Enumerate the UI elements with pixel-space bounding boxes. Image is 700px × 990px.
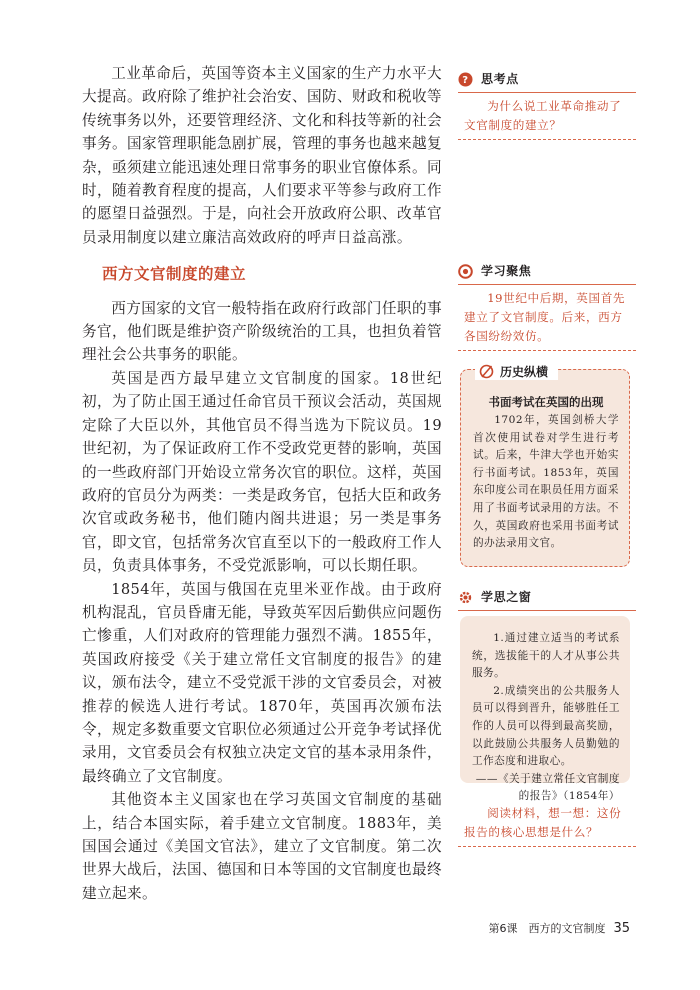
history-panorama-title: 书面考试在英国的出现: [488, 395, 604, 409]
thinking-window-header-wrap: [458, 588, 636, 611]
thinking-window-material: [460, 616, 630, 803]
think-point-question: 为什么说工业革命推动了文官制度的建立？: [458, 93, 636, 140]
learning-focus-text: 19世纪中后期，英国首先建立了文官制度。后来，西方各国纷纷效仿。: [458, 285, 636, 351]
section-title: 西方文官制度的建立: [102, 265, 247, 284]
history-panorama-box: [460, 364, 630, 567]
paragraph-industrial-revolution: 工业革命后，英国等资本主义国家的生产力水平大大提高。政府除了维护社会治安、国防、财政和税收等传统事务以外，还要管理经济、文化和科技等新的社会事务。国家管理职能急剧扩展，管理的事务也越来越复杂，亟须建立能迅速处理日常事务的职业官僚体系。同时，随着教育程度的提高，人们要求平等参与政府工作的愿望日益强烈。于是，向社会开放政府公职、改革官员录用制度以建立廉洁高效政府的呼声日益高涨。: [82, 65, 442, 246]
gear-icon: [458, 590, 473, 605]
thinking-window-question: 阅读材料，想一想：这份报告的核心思想是什么？: [458, 800, 636, 847]
svg-text:?: ?: [462, 75, 469, 86]
think-point-label: 思考点: [481, 72, 519, 86]
think-point-header: [458, 70, 636, 93]
material-item-2: 2.成绩突出的公共服务人员可以得到晋升，能够胜任工作的人员可以得到最高奖励，以此鼓励公共服务人员勤勉的工作态度和进取心。: [472, 684, 620, 768]
history-panorama-header: [475, 362, 558, 380]
think-point-box: [458, 70, 636, 140]
learning-focus-box: [458, 262, 636, 351]
paragraph-crimean-war: 1854年，英国与俄国在克里米亚作战。由于政府机构混乱，官员昏庸无能，导致英军因后勤供应问题伤亡惨重，人们对政府的管理能力强烈不满。1855年，英国政府接受《关于建立常任文官制度的报告》的建议，颁布法令，建立不受党派干涉的文官委员会，对被推荐的候选人进行考试。1870年，英国再次颁布法令，规定多数重要文官职位必须通过公开竞争考试择优录用，文官委员会有权独立决定文官的基本录用条件，最终确立了文官制度。: [82, 580, 442, 785]
material-source: ——《关于建立常任文官制度的报告》（1854年）: [475, 772, 620, 803]
footer-lesson-title: 第6课 西方的文官制度: [488, 922, 606, 935]
learning-focus-label: 学习聚焦: [481, 264, 532, 278]
page-footer: [470, 920, 630, 936]
main-text-column: [82, 62, 442, 905]
question-icon: [458, 72, 473, 87]
history-panorama-label: 历史纵横: [500, 364, 549, 379]
focus-target-icon: [458, 264, 473, 279]
page-number: 35: [613, 920, 630, 936]
paragraph-definition: 西方国家的文官一般特指在政府行政部门任职的事务官，他们既是维护资产阶级统治的工具，也担负着管理社会公共事务的职能。: [82, 299, 442, 364]
paragraph-other-countries: 其他资本主义国家也在学习英国文官制度的基础上，结合本国实际，着手建立文官制度。1883年，美国国会通过《美国文官法》，建立了文官制度。第二次世界大战后，法国、德国和日本等国的文官制度也最终建立起来。: [82, 791, 442, 902]
history-panorama-text: 1702年，英国剑桥大学首次使用试卷对学生进行考试。后来，牛津大学也开始实行书面考试。1853年，英国东印度公司在职员任用方面采用了书面考试录用的方法。不久，英国政府也采用书面考试的办法录用文官。: [473, 414, 619, 550]
paragraph-britain-origin: 英国是西方最早建立文官制度的国家。18世纪初，为了防止国王通过任命官员干预议会活动，英国规定除了大臣以外，其他官员不得当选为下院议员。19世纪初，为了保证政府工作不受政党更替的影响，英国的一些政府部门开始设立常务次官的职位。这样，英国政府的官员分为两类：一类是政务官，包括大臣和政务次官或政务秘书，他们随内阁共进退；另一类是事务官，即文官，包括常务次官直至以下的一般政府工作人员，负责具体事务，不受党派影响，可以长期任职。: [82, 369, 442, 575]
thinking-window-label: 学思之窗: [481, 590, 532, 604]
learning-focus-header: [458, 262, 636, 285]
history-quill-icon: [479, 364, 494, 379]
material-item-1: 1.通过建立适当的考试系统，选拔能干的人才从事公共服务。: [472, 632, 620, 680]
thinking-window-question-wrap: [458, 800, 636, 847]
thinking-window-header: [458, 588, 636, 611]
